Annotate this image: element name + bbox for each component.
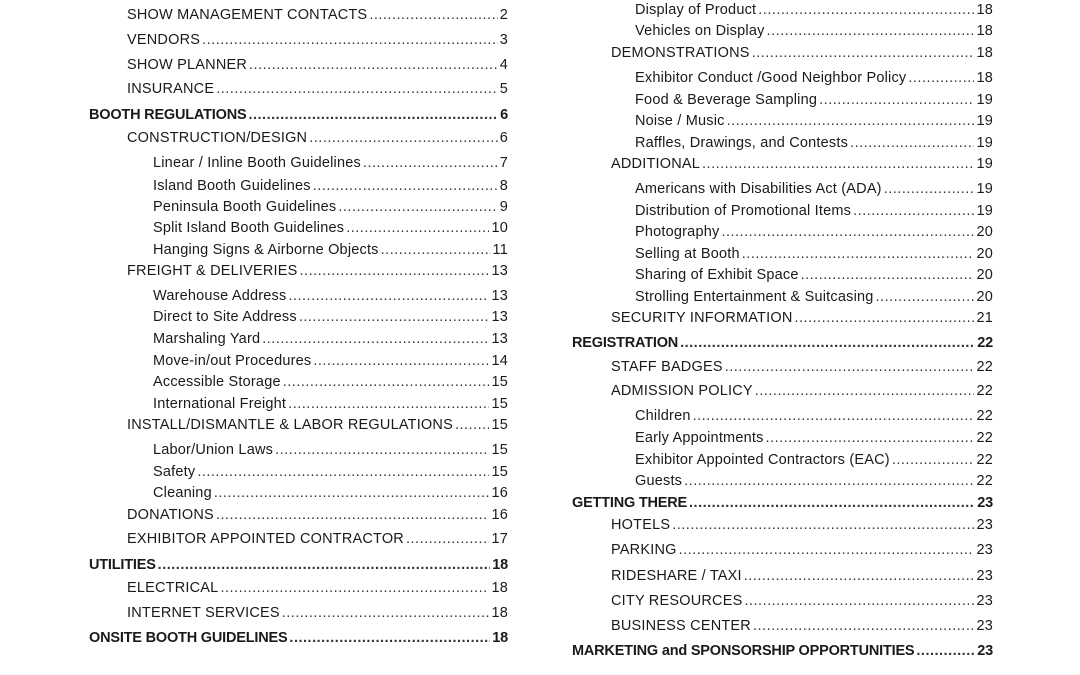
dot-leader bbox=[916, 642, 975, 660]
toc-entry-page-number: 19 bbox=[976, 92, 993, 108]
dot-leader bbox=[892, 451, 975, 469]
toc-entry-page-number: 13 bbox=[491, 331, 508, 347]
toc-entry-page-number: 20 bbox=[976, 224, 993, 240]
dot-leader bbox=[755, 382, 975, 400]
dot-leader bbox=[338, 198, 497, 216]
toc-entry-vehicles-on-display[interactable] bbox=[635, 22, 993, 40]
toc-entry-install-dismantle-and-labor-regulations[interactable] bbox=[127, 416, 508, 434]
toc-entry-title: EXHIBITOR APPOINTED CONTRACTOR bbox=[127, 531, 404, 547]
toc-entry-page-number: 15 bbox=[491, 417, 508, 433]
dot-leader bbox=[672, 516, 974, 534]
toc-entry-title: Marshaling Yard bbox=[153, 331, 261, 347]
toc-entry-title: CITY RESOURCES bbox=[611, 593, 743, 609]
toc-entry-title: INTERNET SERVICES bbox=[127, 605, 280, 621]
dot-leader bbox=[309, 129, 498, 147]
toc-entry-title: Vehicles on Display bbox=[635, 23, 765, 39]
toc-entry-page-number: 21 bbox=[976, 310, 993, 326]
dot-leader bbox=[282, 604, 490, 622]
dot-leader bbox=[406, 530, 489, 548]
toc-entry-title: BOOTH REGULATIONS bbox=[89, 107, 247, 123]
dot-leader bbox=[680, 334, 975, 352]
toc-entry-title: Accessible Storage bbox=[153, 374, 281, 390]
toc-entry-sharing-of-exhibit-space[interactable] bbox=[635, 266, 993, 284]
toc-entry-title: Raffles, Drawings, and Contests bbox=[635, 135, 849, 151]
toc-entry-page-number: 22 bbox=[976, 430, 993, 446]
toc-entry-exhibitor-appointed-contractors-eac[interactable] bbox=[635, 451, 993, 469]
toc-entry-page-number: 11 bbox=[492, 242, 508, 258]
dot-leader bbox=[742, 245, 975, 263]
toc-entry-title: Guests bbox=[635, 473, 683, 489]
toc-entry-distribution-of-promotional-items[interactable] bbox=[635, 202, 993, 220]
toc-entry-title: Children bbox=[635, 408, 691, 424]
toc-entry-page-number: 9 bbox=[499, 199, 508, 215]
toc-entry-title: Display of Product bbox=[635, 2, 757, 18]
toc-entry-business-center[interactable] bbox=[611, 617, 993, 635]
toc-entry-electrical[interactable] bbox=[127, 579, 508, 597]
toc-entry-title: DEMONSTRATIONS bbox=[611, 45, 750, 61]
toc-entry-page-number: 18 bbox=[492, 557, 508, 573]
dot-leader bbox=[369, 6, 497, 24]
dot-leader bbox=[283, 373, 490, 391]
toc-entry-title: Split Island Booth Guidelines bbox=[153, 220, 345, 236]
toc-entry-security-information[interactable] bbox=[611, 309, 993, 327]
toc-entry-freight-and-deliveries[interactable] bbox=[127, 262, 508, 280]
dot-leader bbox=[299, 308, 490, 326]
dot-leader bbox=[850, 134, 974, 152]
toc-entry-page-number: 19 bbox=[976, 135, 993, 151]
toc-entry-page-number: 19 bbox=[976, 156, 993, 172]
toc-entry-marshaling-yard[interactable] bbox=[153, 330, 508, 348]
toc-entry-page-number: 18 bbox=[976, 23, 993, 39]
toc-entry-photography[interactable] bbox=[635, 223, 993, 241]
toc-entry-title: Move-in/out Procedures bbox=[153, 353, 312, 369]
toc-entry-utilities[interactable] bbox=[89, 556, 508, 574]
toc-entry-title: INSURANCE bbox=[127, 81, 215, 97]
toc-entry-linear-inline-booth-guidelines[interactable] bbox=[153, 154, 508, 172]
toc-entry-construction-design[interactable] bbox=[127, 129, 508, 147]
toc-entry-show-planner[interactable] bbox=[127, 56, 508, 74]
toc-entry-display-of-product[interactable] bbox=[635, 1, 993, 19]
toc-entry-title: Noise / Music bbox=[635, 113, 725, 129]
toc-entry-additional[interactable] bbox=[611, 155, 993, 173]
toc-entry-staff-badges[interactable] bbox=[611, 358, 993, 376]
toc-entry-title: Food & Beverage Sampling bbox=[635, 92, 818, 108]
toc-entry-page-number: 23 bbox=[976, 618, 993, 634]
toc-entry-page-number: 8 bbox=[499, 178, 508, 194]
toc-entry-page-number: 22 bbox=[976, 408, 993, 424]
toc-entry-guests[interactable] bbox=[635, 472, 993, 490]
toc-entry-admission-policy[interactable] bbox=[611, 382, 993, 400]
toc-entry-parking[interactable] bbox=[611, 541, 993, 559]
toc-entry-page-number: 15 bbox=[491, 442, 508, 458]
dot-leader bbox=[766, 429, 975, 447]
toc-entry-early-appointments[interactable] bbox=[635, 429, 993, 447]
toc-entry-title: SHOW PLANNER bbox=[127, 57, 248, 73]
toc-entry-booth-regulations[interactable] bbox=[89, 106, 508, 124]
toc-entry-page-number: 15 bbox=[491, 396, 508, 412]
toc-entry-page-number: 13 bbox=[491, 309, 508, 325]
toc-entry-page-number: 4 bbox=[499, 57, 508, 73]
toc-entry-onsite-booth-guidelines[interactable] bbox=[89, 629, 508, 647]
toc-entry-title: Americans with Disabilities Act (ADA) bbox=[635, 181, 882, 197]
toc-entry-title: Island Booth Guidelines bbox=[153, 178, 311, 194]
toc-entry-title: STAFF BADGES bbox=[611, 359, 723, 375]
toc-entry-hotels[interactable] bbox=[611, 516, 993, 534]
toc-entry-title: SHOW MANAGEMENT CONTACTS bbox=[127, 7, 368, 23]
toc-entry-page-number: 18 bbox=[491, 605, 508, 621]
toc-entry-page-number: 23 bbox=[976, 542, 993, 558]
toc-entry-page-number: 13 bbox=[491, 288, 508, 304]
toc-entry-title: Exhibitor Conduct /Good Neighbor Policy bbox=[635, 70, 907, 86]
toc-entry-page-number: 23 bbox=[976, 517, 993, 533]
dot-leader bbox=[300, 262, 490, 280]
toc-entry-page-number: 18 bbox=[491, 580, 508, 596]
toc-entry-title: Cleaning bbox=[153, 485, 212, 501]
toc-entry-page-number: 22 bbox=[976, 452, 993, 468]
dot-leader bbox=[744, 567, 975, 585]
toc-entry-title: MARKETING and SPONSORSHIP OPPORTUNITIES bbox=[572, 643, 915, 659]
dot-leader bbox=[744, 592, 974, 610]
dot-leader bbox=[313, 177, 498, 195]
dot-leader bbox=[684, 472, 974, 490]
dot-leader bbox=[693, 407, 975, 425]
toc-entry-show-management-contacts[interactable] bbox=[127, 6, 508, 24]
toc-entry-page-number: 18 bbox=[976, 45, 993, 61]
toc-entry-title: ELECTRICAL bbox=[127, 580, 219, 596]
toc-entry-internet-services[interactable] bbox=[127, 604, 508, 622]
toc-entry-page-number: 19 bbox=[976, 181, 993, 197]
dot-leader bbox=[248, 106, 498, 124]
dot-leader bbox=[346, 219, 489, 237]
toc-entry-page-number: 20 bbox=[976, 267, 993, 283]
toc-entry-title: VENDORS bbox=[127, 32, 201, 48]
toc-entry-labor-union-laws[interactable] bbox=[153, 441, 508, 459]
toc-entry-safety[interactable] bbox=[153, 463, 508, 481]
dot-leader bbox=[158, 556, 491, 574]
toc-entry-title: CONSTRUCTION/DESIGN bbox=[127, 130, 308, 146]
toc-entry-page-number: 20 bbox=[976, 289, 993, 305]
toc-entry-page-number: 10 bbox=[491, 220, 508, 236]
toc-entry-move-in-out-procedures[interactable] bbox=[153, 352, 508, 370]
dot-leader bbox=[721, 223, 974, 241]
toc-entry-marketing-and-sponsorship-opportunities[interactable] bbox=[572, 642, 993, 660]
toc-entry-page-number: 16 bbox=[491, 485, 508, 501]
toc-entry-page-number: 17 bbox=[491, 531, 508, 547]
toc-entry-accessible-storage[interactable] bbox=[153, 373, 508, 391]
toc-entry-donations[interactable] bbox=[127, 506, 508, 524]
toc-entry-page-number: 23 bbox=[977, 495, 993, 511]
dot-leader bbox=[455, 416, 490, 434]
toc-entry-exhibitor-appointed-contractor[interactable] bbox=[127, 530, 508, 548]
toc-entry-title: Peninsula Booth Guidelines bbox=[153, 199, 337, 215]
toc-entry-page-number: 23 bbox=[976, 568, 993, 584]
toc-entry-city-resources[interactable] bbox=[611, 592, 993, 610]
dot-leader bbox=[689, 494, 975, 512]
toc-entry-title: Early Appointments bbox=[635, 430, 764, 446]
toc-entry-page-number: 23 bbox=[976, 593, 993, 609]
toc-entry-title: Sharing of Exhibit Space bbox=[635, 267, 799, 283]
toc-entry-title: Selling at Booth bbox=[635, 246, 740, 262]
dot-leader bbox=[795, 309, 975, 327]
toc-entry-registration[interactable] bbox=[572, 334, 993, 352]
toc-entry-page-number: 22 bbox=[976, 473, 993, 489]
toc-entry-demonstrations[interactable] bbox=[611, 44, 993, 62]
toc-entry-title: DONATIONS bbox=[127, 507, 214, 523]
dot-leader bbox=[249, 56, 498, 74]
toc-entry-title: SECURITY INFORMATION bbox=[611, 310, 793, 326]
toc-entry-title: Labor/Union Laws bbox=[153, 442, 274, 458]
toc-entry-cleaning[interactable] bbox=[153, 484, 508, 502]
toc-entry-title: Safety bbox=[153, 464, 196, 480]
toc-entry-raffles-drawings-and-contests[interactable] bbox=[635, 134, 993, 152]
toc-entry-insurance[interactable] bbox=[127, 80, 508, 98]
dot-leader bbox=[275, 441, 489, 459]
toc-entry-page-number: 6 bbox=[499, 130, 508, 146]
dot-leader bbox=[752, 44, 975, 62]
toc-entry-peninsula-booth-guidelines[interactable] bbox=[153, 198, 508, 216]
toc-entry-page-number: 20 bbox=[976, 246, 993, 262]
dot-leader bbox=[767, 22, 975, 40]
toc-entry-page-number: 13 bbox=[491, 263, 508, 279]
dot-leader bbox=[908, 69, 974, 87]
toc-entry-page-number: 19 bbox=[976, 113, 993, 129]
toc-entry-title: Linear / Inline Booth Guidelines bbox=[153, 155, 361, 171]
toc-entry-page-number: 22 bbox=[976, 383, 993, 399]
toc-entry-selling-at-booth[interactable] bbox=[635, 245, 993, 263]
toc-entry-page-number: 15 bbox=[491, 464, 508, 480]
dot-leader bbox=[727, 112, 975, 130]
dot-leader bbox=[876, 288, 975, 306]
dot-leader bbox=[202, 31, 498, 49]
dot-leader bbox=[214, 484, 490, 502]
dot-leader bbox=[819, 91, 974, 109]
toc-entry-page-number: 19 bbox=[976, 203, 993, 219]
toc-entry-title: UTILITIES bbox=[89, 557, 156, 573]
toc-entry-international-freight[interactable] bbox=[153, 395, 508, 413]
dot-leader bbox=[288, 395, 489, 413]
toc-entry-title: ADMISSION POLICY bbox=[611, 383, 753, 399]
dot-leader bbox=[262, 330, 489, 348]
toc-entry-title: Strolling Entertainment & Suitcasing bbox=[635, 289, 874, 305]
dot-leader bbox=[702, 155, 974, 173]
toc-entry-americans-with-disabilities-act-ada[interactable] bbox=[635, 180, 993, 198]
toc-entry-title: FREIGHT & DELIVERIES bbox=[127, 263, 298, 279]
toc-entry-title: Distribution of Promotional Items bbox=[635, 203, 852, 219]
dot-leader bbox=[313, 352, 489, 370]
dot-leader bbox=[679, 541, 975, 559]
dot-leader bbox=[220, 579, 489, 597]
toc-entry-page-number: 18 bbox=[976, 70, 993, 86]
dot-leader bbox=[381, 241, 491, 259]
dot-leader bbox=[753, 617, 974, 635]
toc-entry-island-booth-guidelines[interactable] bbox=[153, 177, 508, 195]
toc-entry-food-and-beverage-sampling[interactable] bbox=[635, 91, 993, 109]
dot-leader bbox=[801, 266, 975, 284]
toc-entry-exhibitor-conduct-good-neighbor-policy[interactable] bbox=[635, 69, 993, 87]
dot-leader bbox=[853, 202, 974, 220]
toc-entry-page-number: 23 bbox=[977, 643, 993, 659]
toc-entry-title: BUSINESS CENTER bbox=[611, 618, 751, 634]
dot-leader bbox=[884, 180, 975, 198]
toc-entry-title: Exhibitor Appointed Contractors (EAC) bbox=[635, 452, 890, 468]
dot-leader bbox=[725, 358, 975, 376]
toc-entry-title: INSTALL/DISMANTLE & LABOR REGULATIONS bbox=[127, 417, 453, 433]
toc-entry-vendors[interactable] bbox=[127, 31, 508, 49]
toc-entry-title: Hanging Signs & Airborne Objects bbox=[153, 242, 379, 258]
toc-entry-title: HOTELS bbox=[611, 517, 671, 533]
toc-entry-page-number: 7 bbox=[499, 155, 508, 171]
toc-entry-noise-music[interactable] bbox=[635, 112, 993, 130]
toc-entry-page-number: 16 bbox=[491, 507, 508, 523]
toc-entry-getting-there[interactable] bbox=[572, 494, 993, 512]
toc-entry-children[interactable] bbox=[635, 407, 993, 425]
toc-entry-page-number: 22 bbox=[977, 335, 993, 351]
toc-entry-title: PARKING bbox=[611, 542, 677, 558]
toc-entry-page-number: 18 bbox=[492, 630, 508, 646]
toc-entry-title: Warehouse Address bbox=[153, 288, 287, 304]
dot-leader bbox=[758, 1, 974, 19]
toc-entry-page-number: 3 bbox=[499, 32, 508, 48]
dot-leader bbox=[197, 463, 489, 481]
toc-entry-page-number: 14 bbox=[491, 353, 508, 369]
toc-entry-page-number: 6 bbox=[500, 107, 508, 123]
toc-entry-page-number: 5 bbox=[499, 81, 508, 97]
toc-entry-title: ADDITIONAL bbox=[611, 156, 701, 172]
toc-entry-split-island-booth-guidelines[interactable] bbox=[153, 219, 508, 237]
dot-leader bbox=[216, 80, 498, 98]
dot-leader bbox=[288, 287, 489, 305]
toc-entry-strolling-entertainment-and-suitcasing[interactable] bbox=[635, 288, 993, 306]
toc-entry-direct-to-site-address[interactable] bbox=[153, 308, 508, 326]
toc-entry-hanging-signs-and-airborne-objects[interactable] bbox=[153, 241, 508, 259]
toc-entry-title: RIDESHARE / TAXI bbox=[611, 568, 742, 584]
toc-entry-title: International Freight bbox=[153, 396, 287, 412]
toc-entry-page-number: 22 bbox=[976, 359, 993, 375]
toc-entry-title: Photography bbox=[635, 224, 720, 240]
dot-leader bbox=[289, 629, 490, 647]
dot-leader bbox=[216, 506, 490, 524]
toc-entry-title: REGISTRATION bbox=[572, 335, 679, 351]
toc-entry-warehouse-address[interactable] bbox=[153, 287, 508, 305]
toc-entry-rideshare-taxi[interactable] bbox=[611, 567, 993, 585]
toc-entry-title: Direct to Site Address bbox=[153, 309, 297, 325]
toc-entry-page-number: 18 bbox=[976, 2, 993, 18]
toc-entry-page-number: 2 bbox=[499, 7, 508, 23]
toc-entry-page-number: 15 bbox=[491, 374, 508, 390]
toc-entry-title: ONSITE BOOTH GUIDELINES bbox=[89, 630, 288, 646]
dot-leader bbox=[363, 154, 498, 172]
toc-entry-title: GETTING THERE bbox=[572, 495, 688, 511]
